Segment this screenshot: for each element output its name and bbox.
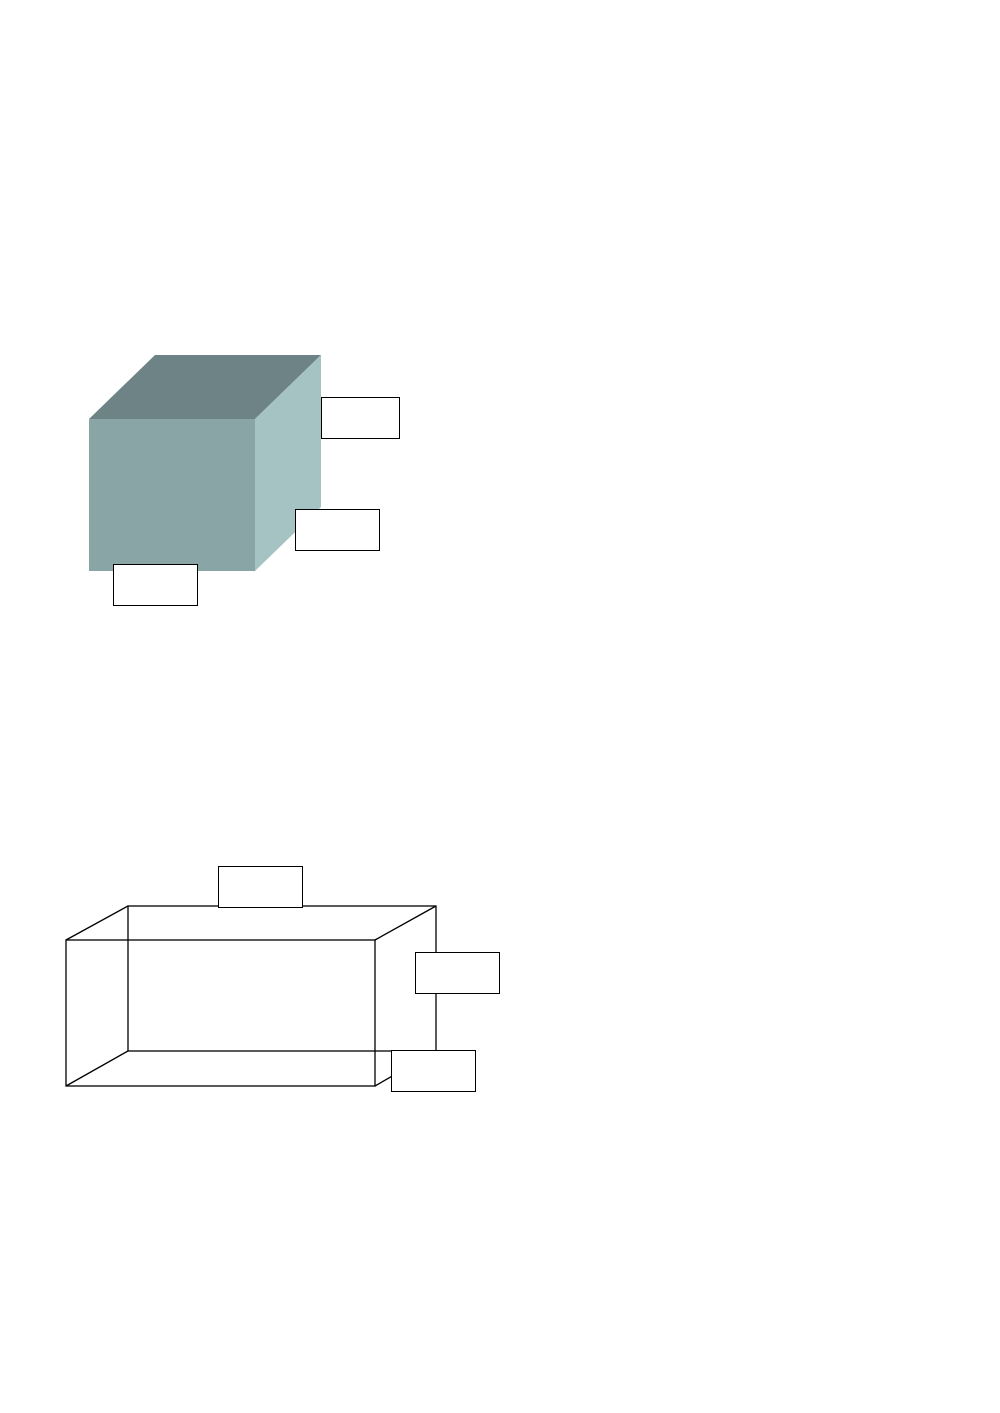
prism-edge-bottom-left xyxy=(66,1051,128,1086)
prism-dimension-label-right xyxy=(415,952,500,994)
prism-dimension-label-bottom xyxy=(391,1050,476,1092)
prism-edge-top-right xyxy=(375,906,436,940)
prism-back-face xyxy=(128,906,436,1051)
prism-edge-top-left xyxy=(66,906,128,940)
prism-front-face xyxy=(66,940,375,1086)
prism-dimension-label-top xyxy=(218,866,303,908)
